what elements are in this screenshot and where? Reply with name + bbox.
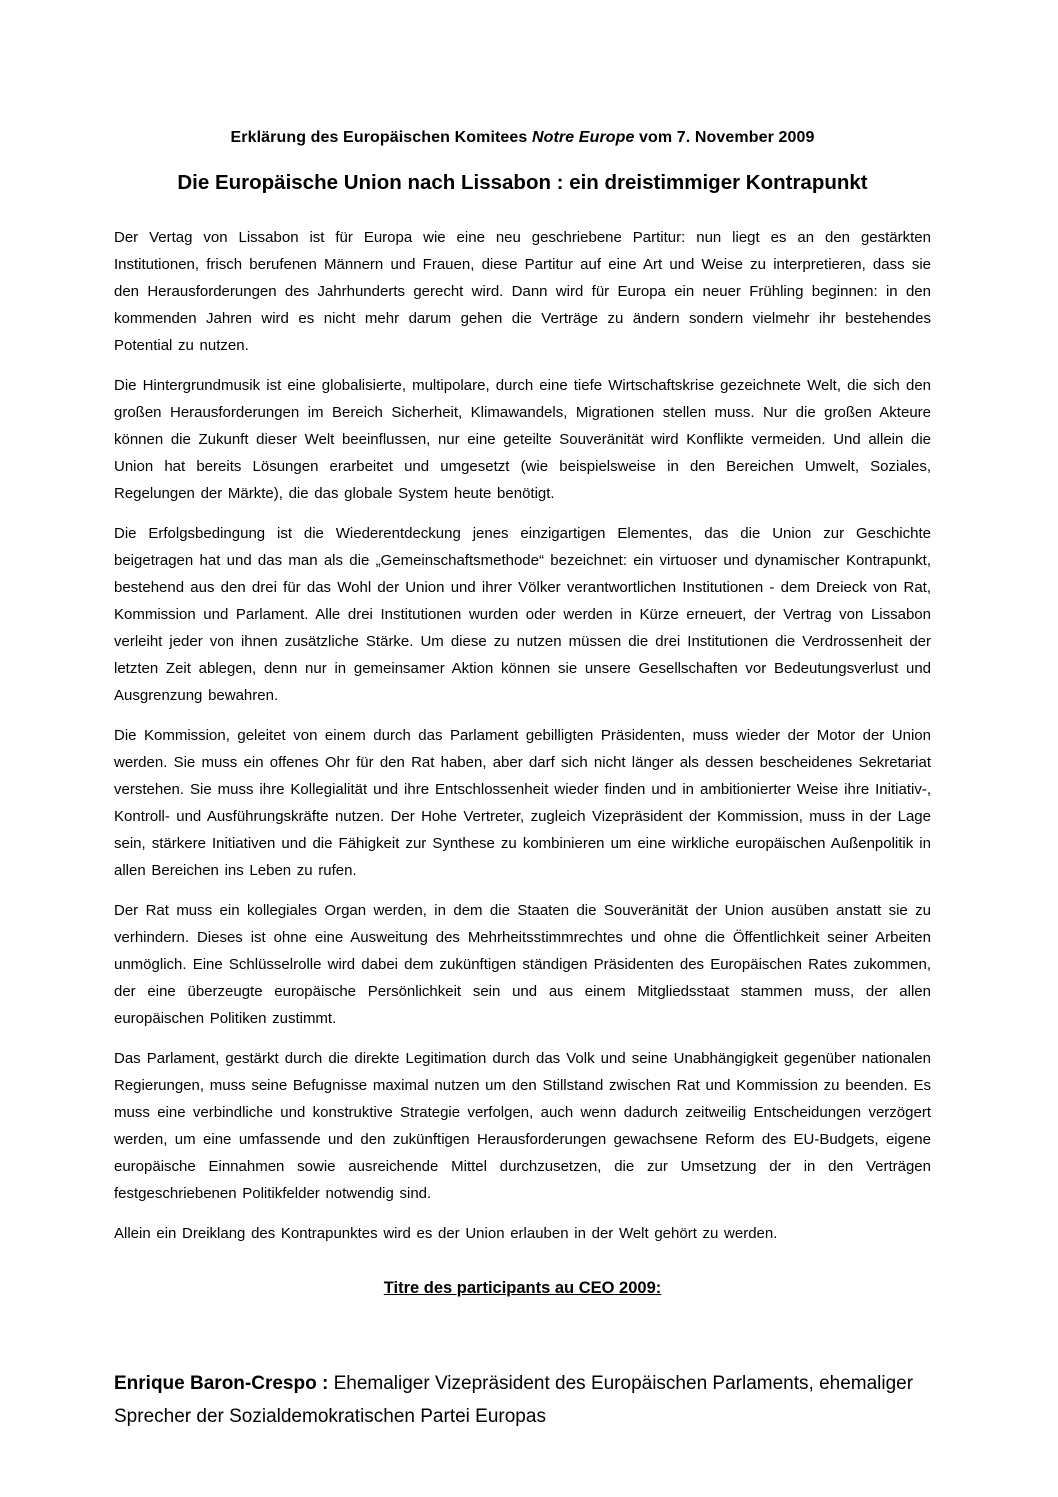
participant-description: Ehemaliger Vizepräsident des Europäischen Parlaments, ehemaliger Sprecher der Sozialdemokratischen Partei Europas: [114, 1373, 914, 1427]
header-suffix: vom 7. November 2009: [634, 129, 815, 146]
participant-entry: [114, 1367, 931, 1433]
document-header: [114, 127, 931, 148]
paragraph-background-music: Die Hintergrundmusik ist eine globalisierte, multipolare, durch eine tiefe Wirtschaftskrise gezeichnete Welt, die sich den großen Herausforderungen im Bereich Sicherheit, Klimawandels, Migrationen stellen muss. Nur die großen Akteure können die Zukunft dieser Welt beeinflussen, nur eine geteilte Souveränität wird Konflikte vermeiden. Und allein die Union hat bereits Lösungen erarbeitet und umgesetzt (wie beispielsweise in den Bereichen Umwelt, Soziales, Regelungen der Märkte), die das globale System heute benötigt.: [114, 377, 931, 502]
header-prefix: Erklärung des Europäischen Komitees: [230, 129, 532, 146]
paragraph-treaty-score: Der Vertag von Lissabon ist für Europa wie eine neu geschriebene Partitur: nun liegt es an den gestärkten Institutionen, frisch berufenen Männern und Frauen, diese Partitur auf eine Art und Weise zu interpretieren, dass sie den Herausforderungen des Jahrhunderts gerecht wird. Dann wird für Europa ein neuer Frühling beginnen: in den kommenden Jahren wird es nicht mehr darum gehen die Verträge zu ändern sondern vielmehr ihr bestehendes Potential zu nutzen.: [114, 229, 931, 354]
paragraph-conclusion: Allein ein Dreiklang des Kontrapunktes wird es der Union erlauben in der Welt gehört zu werden.: [114, 1225, 778, 1242]
participants-section-heading: Titre des participants au CEO 2009:: [383, 1279, 662, 1297]
paragraph-parliament: Das Parlament, gestärkt durch die direkte Legitimation durch das Volk und seine Unabhängigkeit gegenüber nationalen Regierungen, muss seine Befugnisse maximal nutzen um den Stillstand zwischen Rat und Kommission zu beenden. Es muss eine verbindliche und konstruktive Strategie verfolgen, auch wenn dadurch zeitweilig Entscheidungen verzögert werden, um eine umfassende und den zukünftigen Herausforderungen gewachsene Reform des EU-Budgets, eigene europäische Einnahmen sowie ausreichende Mittel durchzusetzen, die zur Umsetzung der in den Verträgen festgeschriebenen Politikfelder notwendig sind.: [114, 1050, 931, 1202]
header-italic-org-name: Notre Europe: [531, 129, 635, 146]
paragraph-community-method: Die Erfolgsbedingung ist die Wiederentdeckung jenes einzigartigen Elementes, das die Union zur Geschichte beigetragen hat und das man als die „Gemeinschaftsmethode“ bezeichnet: ein virtuoser und dynamischer Kontrapunkt, bestehend aus den drei für das Wohl der Union und ihrer Völker verantwortlichen Institutionen - dem Dreieck von Rat, Kommission und Parlament. Alle drei Institutionen wurden oder werden in Kürze erneuert, der Vertrag von Lissabon verleiht jeder von ihnen zusätzliche Stärke. Um diese zu nutzen müssen die drei Institutionen die Verdrossenheit der letzten Zeit ablegen, denn nur in gemeinsamer Aktion können sie unsere Gesellschaften vor Bedeutungsverlust und Ausgrenzung bewahren.: [114, 525, 931, 704]
paragraph-council: Der Rat muss ein kollegiales Organ werden, in dem die Staaten die Souveränität der Union ausüben anstatt sie zu verhindern. Dieses ist ohne eine Ausweitung des Mehrheitsstimmrechtes und ohne die Öffentlichkeit seiner Arbeiten unmöglich. Eine Schlüsselrolle wird dabei dem zukünftigen ständigen Präsidenten des Europäischen Rates zukommen, der eine überzeugte europäische Persönlichkeit sein und aus einem Mitgliedsstaat stammen muss, der allen europäischen Politiken zustimmt.: [114, 902, 931, 1027]
document-title: Die Europäische Union nach Lissabon : ein dreistimmiger Kontrapunkt: [177, 171, 868, 194]
paragraph-commission: Die Kommission, geleitet von einem durch das Parlament gebilligten Präsidenten, muss wieder der Motor der Union werden. Sie muss ein offenes Ohr für den Rat haben, aber darf sich nicht länger als dessen bescheidenes Sekretariat verstehen. Sie muss ihre Kollegialität und ihre Entschlossenheit wieder finden und in ambitionierter Weise ihre Initiativ-, Kontroll- und Ausführungskräfte nutzen. Der Hohe Vertreter, zugleich Vizepräsident der Kommission, muss in der Lage sein, stärkere Initiativen und die Fähigkeit zur Synthese zu kombinieren um eine wirkliche europäischen Außenpolitik in allen Bereichen ins Leben zu rufen.: [114, 727, 931, 879]
participant-name: Enrique Baron-Crespo :: [114, 1373, 329, 1394]
